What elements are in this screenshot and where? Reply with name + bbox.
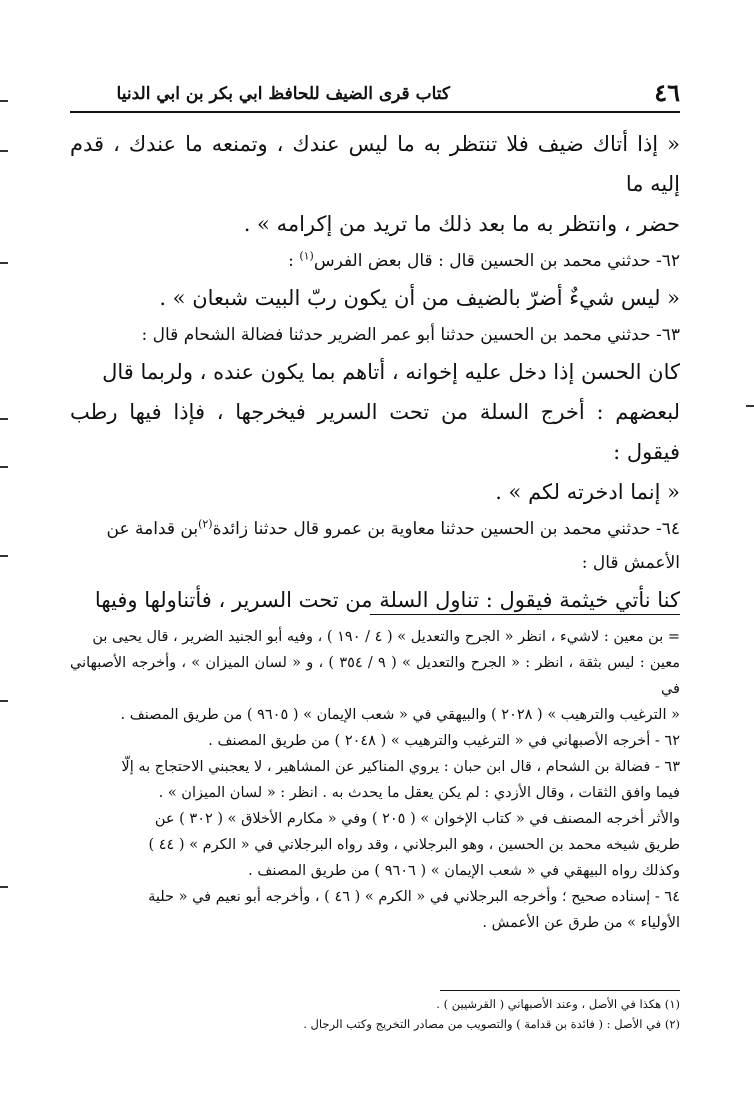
note-line: « الترغيب والترهيب » ( ٢٠٢٨ ) والبيهقي في « شعب الإيمان » ( ٩٦٠٥ ) من طريق المصنف . — [120, 707, 680, 723]
margin-mark — [0, 100, 8, 102]
footnote-divider — [440, 990, 680, 991]
hadith-63-heading: ٦٣- حدثني محمد بن الحسين حدثنا أبو عمر الضرير حدثنا فضالة الشحام قال : — [141, 325, 680, 345]
note-line: ٦٣ - فضالة بن الشحام ، قال ابن حبان : يروي المناكير عن المشاهير ، لا يعجبني الاحتجاج به إلّا — [121, 759, 680, 775]
text-line: كنا نأتي خيثمة فيقول : تناول السلة من تحت السرير ، فأتناولها وفيها — [94, 588, 680, 612]
margin-mark — [746, 405, 754, 407]
margin-mark — [0, 262, 8, 264]
margin-mark — [0, 555, 8, 557]
heading-end: بن قدامة عن — [106, 519, 199, 539]
margin-mark — [0, 150, 8, 152]
heading-text: ٦٢- حدثني محمد بن الحسين قال : قال بعض الفرس — [313, 251, 680, 271]
text-line: « ليس شيءٌ أضرّ بالضيف من أن يكون ربّ البيت شبعان » . — [159, 286, 680, 310]
footnote-ref: (١) — [299, 249, 314, 263]
footnotes — [70, 994, 680, 1034]
note-line: = بن معين : لاشيء ، انظر « الجرح والتعديل » ( ٤ / ١٩٠ ) ، وفيه أبو الجنيد الضرير ، قال يحيى بن — [92, 629, 680, 645]
margin-mark — [0, 886, 8, 888]
note-line: معين : ليس بثقة ، انظر : « الجرح والتعديل » ( ٩ / ٣٥٤ ) ، و « لسان الميزان » ، وأخرجه الأصبهاني في — [70, 655, 680, 697]
note-line: فيما وافق الثقات ، وقال الأزدي : لم يكن يعقل ما يحدث به . انظر : « لسان الميزان » . — [158, 785, 680, 801]
margin-mark — [0, 418, 8, 420]
text-line: كان الحسن إذا دخل عليه إخوانه ، أتاهم بما يكون عنده ، ولربما قال — [102, 360, 680, 384]
footnote: (١) هكذا في الأصل ، وعند الأصبهاني ( القرشيين ) . — [436, 997, 680, 1011]
footnote-ref: (٢) — [198, 517, 213, 531]
heading-end: : — [288, 251, 300, 271]
takhrij-notes — [70, 624, 680, 936]
page-number: ٤٦ — [654, 78, 680, 107]
running-header — [70, 78, 680, 110]
header-rule — [70, 111, 680, 113]
text-line: « إذا أتاك ضيف فلا تنتظر به ما ليس عندك ، وتمنعه ما عندك ، قدم إليه ما — [70, 132, 680, 196]
hadith-62-heading — [70, 244, 680, 278]
text-line: « إنما ادخرته لكم » . — [495, 480, 680, 504]
margin-mark — [0, 466, 8, 468]
footnote: (٢) في الأصل : ( فائدة بن قدامة ) والتصويب من مصادر التخريج وكتب الرجال . — [303, 1017, 680, 1031]
note-line: ٦٢ - أخرجه الأصبهاني في « الترغيب والترهيب » ( ٢٠٤٨ ) من طريق المصنف . — [208, 733, 680, 749]
hadith-64-heading — [70, 512, 680, 546]
main-text — [70, 124, 680, 620]
margin-mark — [0, 700, 8, 702]
note-line: طريق شيخه محمد بن الحسين ، وهو البرجلاني ، وقد رواه البرجلاني في « الكرم » ( ٤٤ ) — [148, 837, 680, 853]
note-line: وكذلك رواه البيهقي في « شعب الإيمان » ( ٩٦٠٦ ) من طريق المصنف . — [248, 863, 680, 879]
book-title: كتاب قرى الضيف للحافظ ابي بكر بن ابي الدنيا — [116, 84, 450, 104]
note-line: ٦٤ - إسناده صحيح ؛ وأخرجه البرجلاني في « الكرم » ( ٤٦ ) ، وأخرجه أبو نعيم في « حلية — [148, 889, 680, 905]
notes-divider — [370, 614, 680, 615]
note-line: الأولياء » من طرق عن الأعمش . — [482, 915, 680, 931]
note-line: والأثر أخرجه المصنف في « كتاب الإخوان » ( ٢٠٥ ) وفي « مكارم الأخلاق » ( ٣٠٢ ) عن — [154, 811, 680, 827]
text-line: حضر ، وانتظر به ما بعد ذلك ما تريد من إكرامه » . — [243, 212, 680, 236]
heading-text: ٦٤- حدثني محمد بن الحسين حدثنا معاوية بن عمرو قال حدثنا زائدة — [212, 519, 680, 539]
text-line: الأعمش قال : — [581, 553, 680, 573]
text-line: لبعضهم : أخرج السلة من تحت السرير فيخرجها ، فإذا فيها رطب فيقول : — [70, 400, 680, 464]
